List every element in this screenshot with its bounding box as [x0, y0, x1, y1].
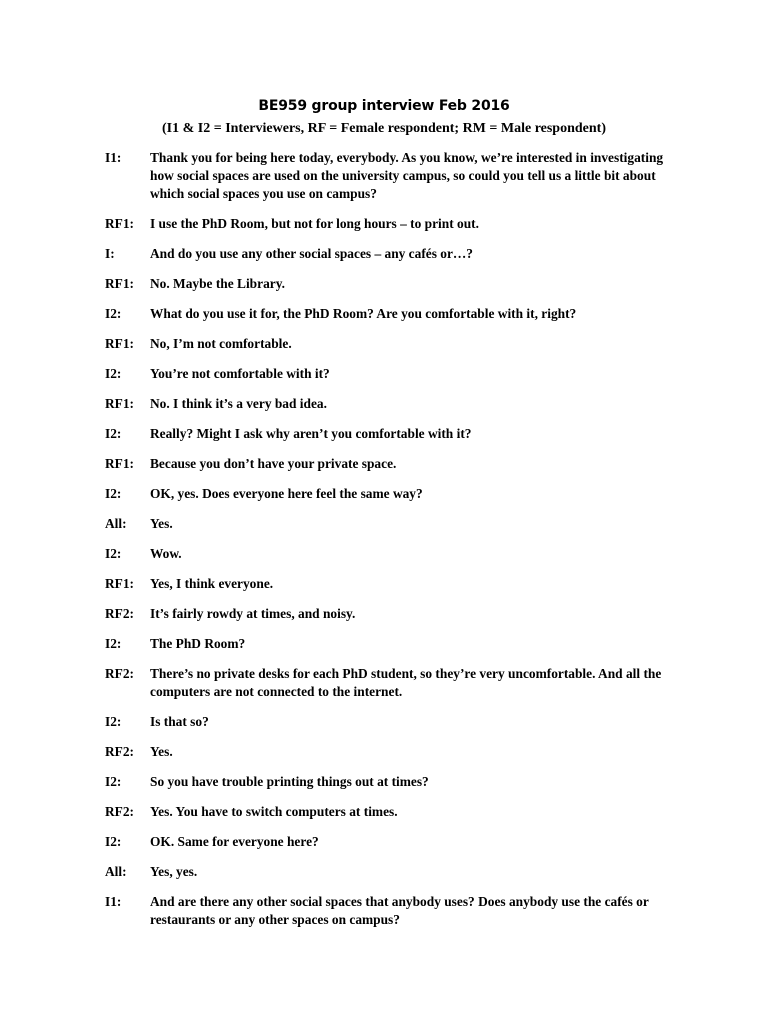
transcript-turn	[105, 305, 685, 323]
speaker-label: RF1:	[105, 216, 135, 231]
speaker-label: I2:	[105, 636, 122, 651]
utterance-text: No. Maybe the Library.	[150, 276, 286, 291]
utterance-text: What do you use it for, the PhD Room? Are you comfortable with it, right?	[150, 306, 577, 321]
speaker-label: I2:	[105, 714, 122, 729]
speaker-label: RF1:	[105, 456, 135, 471]
speaker-label: I1:	[105, 150, 122, 165]
transcript-turn	[105, 425, 685, 443]
transcript-turn	[105, 149, 685, 203]
speaker-label: I2:	[105, 306, 122, 321]
utterance-text: Yes, yes.	[150, 864, 198, 879]
utterance-text: And are there any other social spaces that anybody uses? Does anybody use the cafés or restaurants or any other spaces on campus?	[150, 894, 649, 927]
utterance-text: Really? Might I ask why aren’t you comfortable with it?	[150, 426, 472, 441]
utterance-text: The PhD Room?	[150, 636, 246, 651]
speaker-label: I2:	[105, 774, 122, 789]
transcript-turn	[105, 245, 685, 263]
transcript-turn	[105, 215, 685, 233]
utterance-text: Yes.	[150, 744, 173, 759]
speaker-label: RF2:	[105, 804, 135, 819]
speaker-label: RF2:	[105, 666, 135, 681]
speaker-label: I2:	[105, 486, 122, 501]
transcript-turn	[105, 275, 685, 293]
speaker-label: I1:	[105, 894, 122, 909]
speaker-label: RF1:	[105, 336, 135, 351]
document-subtitle: (I1 & I2 = Interviewers, RF = Female respondent; RM = Male respondent)	[162, 121, 606, 136]
utterance-text: OK. Same for everyone here?	[150, 834, 319, 849]
speaker-label: I:	[105, 246, 115, 261]
transcript-turn	[105, 455, 685, 473]
utterance-text: Yes. You have to switch computers at times.	[150, 804, 398, 819]
transcript-turn	[105, 335, 685, 353]
utterance-text: Is that so?	[150, 714, 209, 729]
transcript-turn	[105, 395, 685, 413]
transcript-turn	[105, 515, 685, 533]
speaker-label: RF1:	[105, 276, 135, 291]
utterance-text: No, I’m not comfortable.	[150, 336, 292, 351]
utterance-text: And do you use any other social spaces – any cafés or…?	[150, 246, 474, 261]
transcript	[105, 149, 685, 941]
transcript-turn	[105, 773, 685, 791]
transcript-turn	[105, 485, 685, 503]
transcript-turn	[105, 893, 685, 929]
speaker-label: RF1:	[105, 576, 135, 591]
utterance-text: Wow.	[150, 546, 182, 561]
speaker-label: RF2:	[105, 744, 135, 759]
utterance-text: OK, yes. Does everyone here feel the same way?	[150, 486, 423, 501]
transcript-turn	[105, 713, 685, 731]
utterance-text: You’re not comfortable with it?	[150, 366, 330, 381]
speaker-label: All:	[105, 516, 127, 531]
speaker-label: I2:	[105, 366, 122, 381]
transcript-turn	[105, 365, 685, 383]
transcript-turn	[105, 803, 685, 821]
transcript-turn	[105, 545, 685, 563]
utterance-text: I use the PhD Room, but not for long hours – to print out.	[150, 216, 479, 231]
transcript-turn	[105, 575, 685, 593]
utterance-text: There’s no private desks for each PhD student, so they’re very uncomfortable. And all the computers are not connected to the internet.	[150, 666, 662, 699]
utterance-text: Yes.	[150, 516, 173, 531]
document-title: BE959 group interview Feb 2016	[258, 98, 510, 114]
speaker-label: All:	[105, 864, 127, 879]
transcript-turn	[105, 863, 685, 881]
speaker-label: I2:	[105, 426, 122, 441]
transcript-turn	[105, 665, 685, 701]
utterance-text: Thank you for being here today, everybody. As you know, we’re interested in investigating how social spaces are used on the university campus, so could you tell us a little bit about which social spaces you use on campus?	[150, 150, 664, 201]
transcript-turn	[105, 605, 685, 623]
utterance-text: It’s fairly rowdy at times, and noisy.	[150, 606, 356, 621]
utterance-text: No. I think it’s a very bad idea.	[150, 396, 327, 411]
speaker-label: I2:	[105, 834, 122, 849]
speaker-label: RF2:	[105, 606, 135, 621]
speaker-label: I2:	[105, 546, 122, 561]
utterance-text: Yes, I think everyone.	[150, 576, 274, 591]
transcript-turn	[105, 635, 685, 653]
transcript-turn	[105, 833, 685, 851]
transcript-turn	[105, 743, 685, 761]
speaker-label: RF1:	[105, 396, 135, 411]
utterance-text: Because you don’t have your private space.	[150, 456, 397, 471]
utterance-text: So you have trouble printing things out at times?	[150, 774, 429, 789]
